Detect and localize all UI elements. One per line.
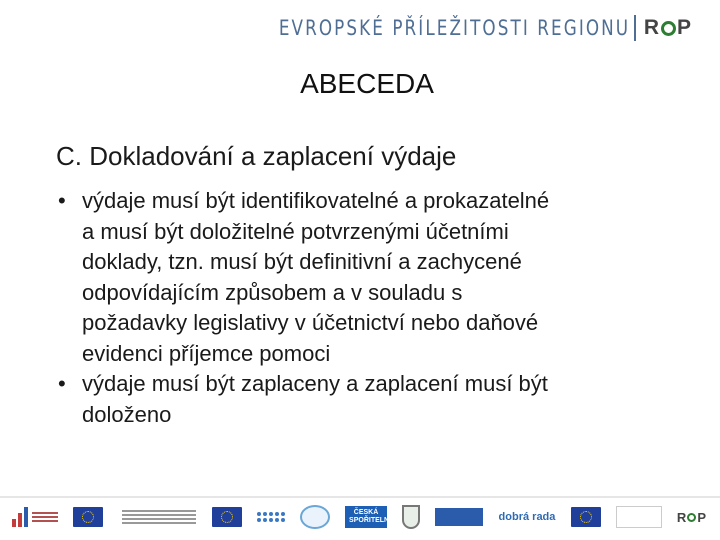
rop-small-right-letter: P [697, 509, 706, 525]
bullet-line: výdaje musí být identifikovatelné a prokazatelné [82, 188, 550, 213]
bullet-line: odpovídajícím způsobem a v souladu s [82, 279, 463, 305]
bullet-dot-icon: • [58, 371, 66, 396]
rop-logo-right-letter: P [676, 16, 692, 39]
slide-title: ABECEDA [300, 68, 434, 99]
bullet-line: doloženo [82, 401, 172, 427]
eu-flag-icon [571, 503, 601, 531]
footer-logo-strip [0, 496, 720, 536]
bullet-item [58, 186, 698, 369]
text-block-logo [616, 503, 662, 531]
slide-header [191, 10, 692, 46]
circle-logo [300, 503, 330, 531]
rop-logo-left-letter: R [643, 16, 660, 39]
bullet-list [58, 186, 698, 430]
bullet-line: výdaje musí být zaplaceny a zaplacení musí být [82, 371, 548, 396]
text-block-logo [118, 503, 196, 531]
header-divider [634, 15, 636, 41]
rop-small-left-letter: R [676, 509, 687, 525]
rop-small-ring-icon [687, 513, 696, 522]
bullet-line: evidenci příjemce pomoci [82, 340, 331, 366]
crest-logo [402, 503, 420, 531]
ceska-sporitelna-text: ČESKÁ SPOŘITELNA [345, 506, 387, 528]
dobra-rada-text: dobrá rada [498, 511, 556, 523]
bullet-line: doklady, tzn. musí být definitivní a zachycené [82, 249, 522, 274]
dobra-rada-logo [499, 503, 556, 531]
bullet-item [58, 369, 698, 430]
bullet-dot-icon: • [58, 188, 66, 213]
bullet-line: a musí být doložitelné potvrzenými účetními [82, 218, 509, 244]
eu-flag-icon [212, 503, 242, 531]
ceska-sporitelna-logo [345, 503, 395, 531]
rop-logo-ring-icon [661, 21, 676, 36]
eu-flag-icon [73, 503, 103, 531]
dots-logo [257, 503, 285, 531]
rop-small-logo [677, 503, 706, 531]
section-heading: C. Dokladování a zaplacení výdaje [56, 141, 457, 171]
blue-bank-logo [435, 503, 483, 531]
rop-logo [644, 16, 692, 40]
bullet-line: požadavky legislativy v účetnictví nebo daňové [82, 310, 539, 335]
bar-chart-logo [12, 503, 58, 531]
header-title: EVROPSKÉ PŘÍLEŽITOSTI REGIONU [278, 16, 630, 40]
